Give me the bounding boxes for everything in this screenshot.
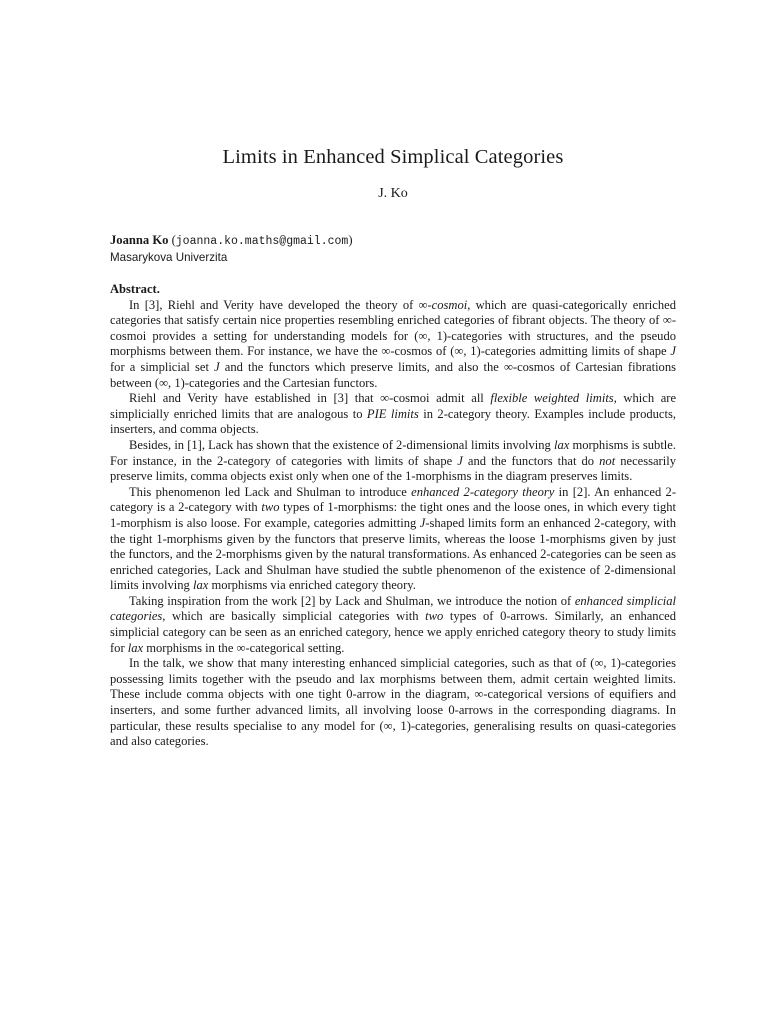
author-full-name: Joanna Ko [110,233,169,247]
emphasis-text: two [425,609,444,624]
emphasis-text: lax [553,437,570,452]
emphasis-text: J [457,453,463,468]
paragraph-text: This phenomenon led Lack and Shulman to introduce [129,484,412,499]
paragraph-text: in 2-category theory. Examples include products, inserters, and comma objects. [110,406,676,437]
emphasis-text: two [261,500,280,515]
affiliation-name-line [110,232,676,250]
abstract-paragraph [110,298,676,392]
paragraph-text: morphisms in the ∞-categorical setting. [143,640,345,655]
abstract-paragraph [110,438,676,485]
paragraph-text: , which are quasi-categorically enriched categories that satisfy certain nice properties resembling enriched categories of fibrant objects. The theory of ∞-cosmoi provides a setting for understanding models for (∞, 1)-categories with structures, and the pseudo morphisms between them. For instance, we have the ∞-cosmos of (∞, 1)-categories admitting limits of shape [110,297,676,359]
emphasis-text: not [599,453,616,468]
paragraph-text: for a simplicial set [110,359,215,374]
paragraph-text: Besides, in [1], Lack has shown that the existence of 2-dimensional limits involving [129,437,554,452]
author-email: joanna.ko.maths@gmail.com [175,235,349,248]
university-name: Masarykova Univerzita [110,251,228,264]
emphasis-text: PIE limits [366,406,419,421]
paragraph-text: In the talk, we show that many interesting enhanced simplicial categories, such as that of (∞, 1)-categories possessing limits together with the pseudo and lax morphisms between them, admit certain weighted limits. These include comma objects with one tight 0-arrow in the diagram, ∞-categorical versions of equifiers and inserters, and some further advanced limits, all involving loose 0-arrows in the corresponding diagrams. In particular, these results specialise to any model for (∞, 1)-categories, generalising results on quasi-categories and also categories. [110,656,676,749]
emphasis-text: flexible weighted limits [490,391,614,406]
paper-title: Limits in Enhanced Simplical Categories [222,146,564,168]
paragraph-text: In [3], Riehl and Verity have developed the theory of ∞- [129,297,432,312]
paragraph-text: types of 1-morphisms: the tight ones and the loose ones, in which every tight 1-morphism is also loose. For example, categories admitting [110,500,676,530]
emphasis-text: J [419,515,426,530]
author-line: J. Ko [378,186,408,201]
paragraph-text: Taking inspiration from the work [2] by Lack and Shulman, we introduce the notion of [129,593,575,608]
abstract-paragraph [110,485,676,594]
paragraph-text: and the functors that do [462,453,600,468]
paragraph-text: and the functors which preserve limits, and also the ∞-cosmos of Cartesian fibrations between (∞, 1)-categories and the Cartesian functors. [110,359,676,390]
abstract-paragraph [110,594,676,656]
abstract-section [110,282,676,750]
paragraph-text: morphisms via enriched category theory. [208,578,416,593]
affiliation-block [110,232,676,266]
email-close-paren: ) [348,233,353,247]
paragraph-text: -shaped limits form an enhanced 2-category, with the tight 1-morphisms given by the functors that preserve limits, whereas the loose 1-morphisms given by just the functors, and the 2-morphisms given by the natural transformations. As enhanced 2-categories can be seen as enriched categories, Lack and Shulman have studied the subtle phenomenon of the existence of 2-dimensional limits involving [110,515,676,593]
emphasis-text: J [670,344,676,359]
abstract-paragraph [110,656,676,750]
abstract-paragraph [110,391,676,438]
paragraph-text: types of 0-arrows. Similarly, an enhanced simplicial category can be seen as an enriched category, hence we apply enriched category theory to study limits for [110,609,676,655]
paragraph-text: necessarily preserve limits, comma objects exist only when one of the 1-morphisms in the diagram preserves limits. [110,453,676,484]
emphasis-text: lax [192,578,209,593]
emphasis-text: enhanced 2-category theory [411,484,555,499]
emphasis-text: cosmoi [431,297,468,312]
paragraph-text: Riehl and Verity have established in [3] that ∞-cosmoi admit all [129,391,491,406]
paragraph-text: , which are basically simplicial categories with [162,609,426,624]
paragraph-text: , which are simplicially enriched limits that are analogous to [110,391,677,421]
abstract-body [110,298,676,750]
email-open-paren: ( [168,233,176,247]
paragraph-text: morphisms is subtle. For instance, in the 2-category of categories with limits of shape [110,437,676,468]
emphasis-text: lax [127,640,144,655]
abstract-heading: Abstract. [110,282,160,296]
emphasis-text: enhanced simplicial categories [110,593,677,624]
emphasis-text: J [214,359,220,374]
paragraph-text: in [2]. An enhanced 2-category is a 2-category with [110,484,677,515]
